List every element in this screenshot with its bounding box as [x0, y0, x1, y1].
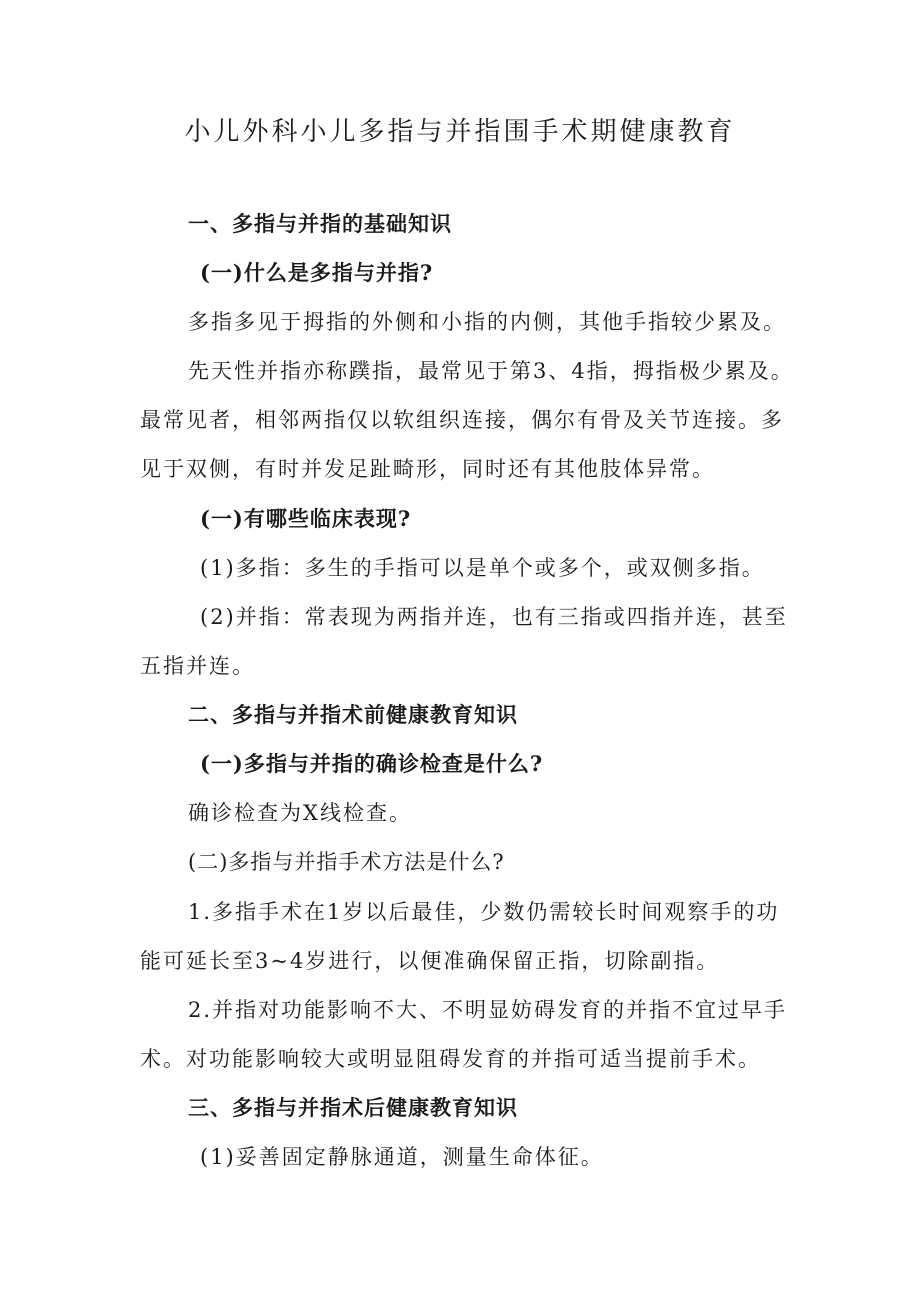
paragraph-line: (1)妥善固定静脉通道，测量生命体征。 — [200, 1145, 604, 1169]
paragraph-line: 先天性并指亦称蹼指，最常见于第3、4指，拇指极少累及。 — [188, 359, 794, 383]
section-heading-2: 二、多指与并指术前健康教育知识 — [188, 702, 518, 727]
paragraph-line: 五指并连。 — [140, 654, 255, 678]
section-heading-1: 一、多指与并指的基础知识 — [188, 211, 452, 236]
paragraph-line: 多指多见于拇指的外侧和小指的内侧，其他手指较少累及。 — [188, 310, 786, 334]
paragraph-line: 术。对功能影响较大或明显阻碍发育的并指可适当提前手术。 — [140, 1047, 761, 1071]
paragraph-line: 1.多指手术在1岁以后最佳，少数仍需较长时间观察手的功 — [188, 900, 780, 924]
document-title: 小儿外科小儿多指与并指围手术期健康教育 — [184, 117, 736, 147]
paragraph-line: 2.并指对功能影响不大、不明显妨碍发育的并指不宜过早手 — [188, 998, 788, 1022]
paragraph-line: 确诊检查为X线检查。 — [188, 801, 412, 825]
paragraph-line: 最常见者，相邻两指仅以软组织连接，偶尔有骨及关节连接。多 — [140, 408, 784, 432]
paragraph-line: 见于双侧，有时并发足趾畸形，同时还有其他肢体异常。 — [140, 457, 715, 481]
subheading-surgery-method: (二)多指与并指手术方法是什么? — [188, 850, 505, 874]
subheading-what-is: (一)什么是多指与并指? — [200, 260, 434, 285]
subheading-clinical: (一)有哪些临床表现? — [200, 506, 412, 531]
subheading-diagnosis: (一)多指与并指的确诊检查是什么? — [200, 751, 544, 776]
paragraph-line: (2)并指：常表现为两指并连，也有三指或四指并连，甚至 — [200, 605, 788, 629]
paragraph-line: 能可延长至3~4岁进行，以便准确保留正指，切除副指。 — [140, 949, 720, 973]
section-heading-3: 三、多指与并指术后健康教育知识 — [188, 1095, 518, 1120]
paragraph-line: (1)多指：多生的手指可以是单个或多个，或双侧多指。 — [200, 556, 765, 580]
